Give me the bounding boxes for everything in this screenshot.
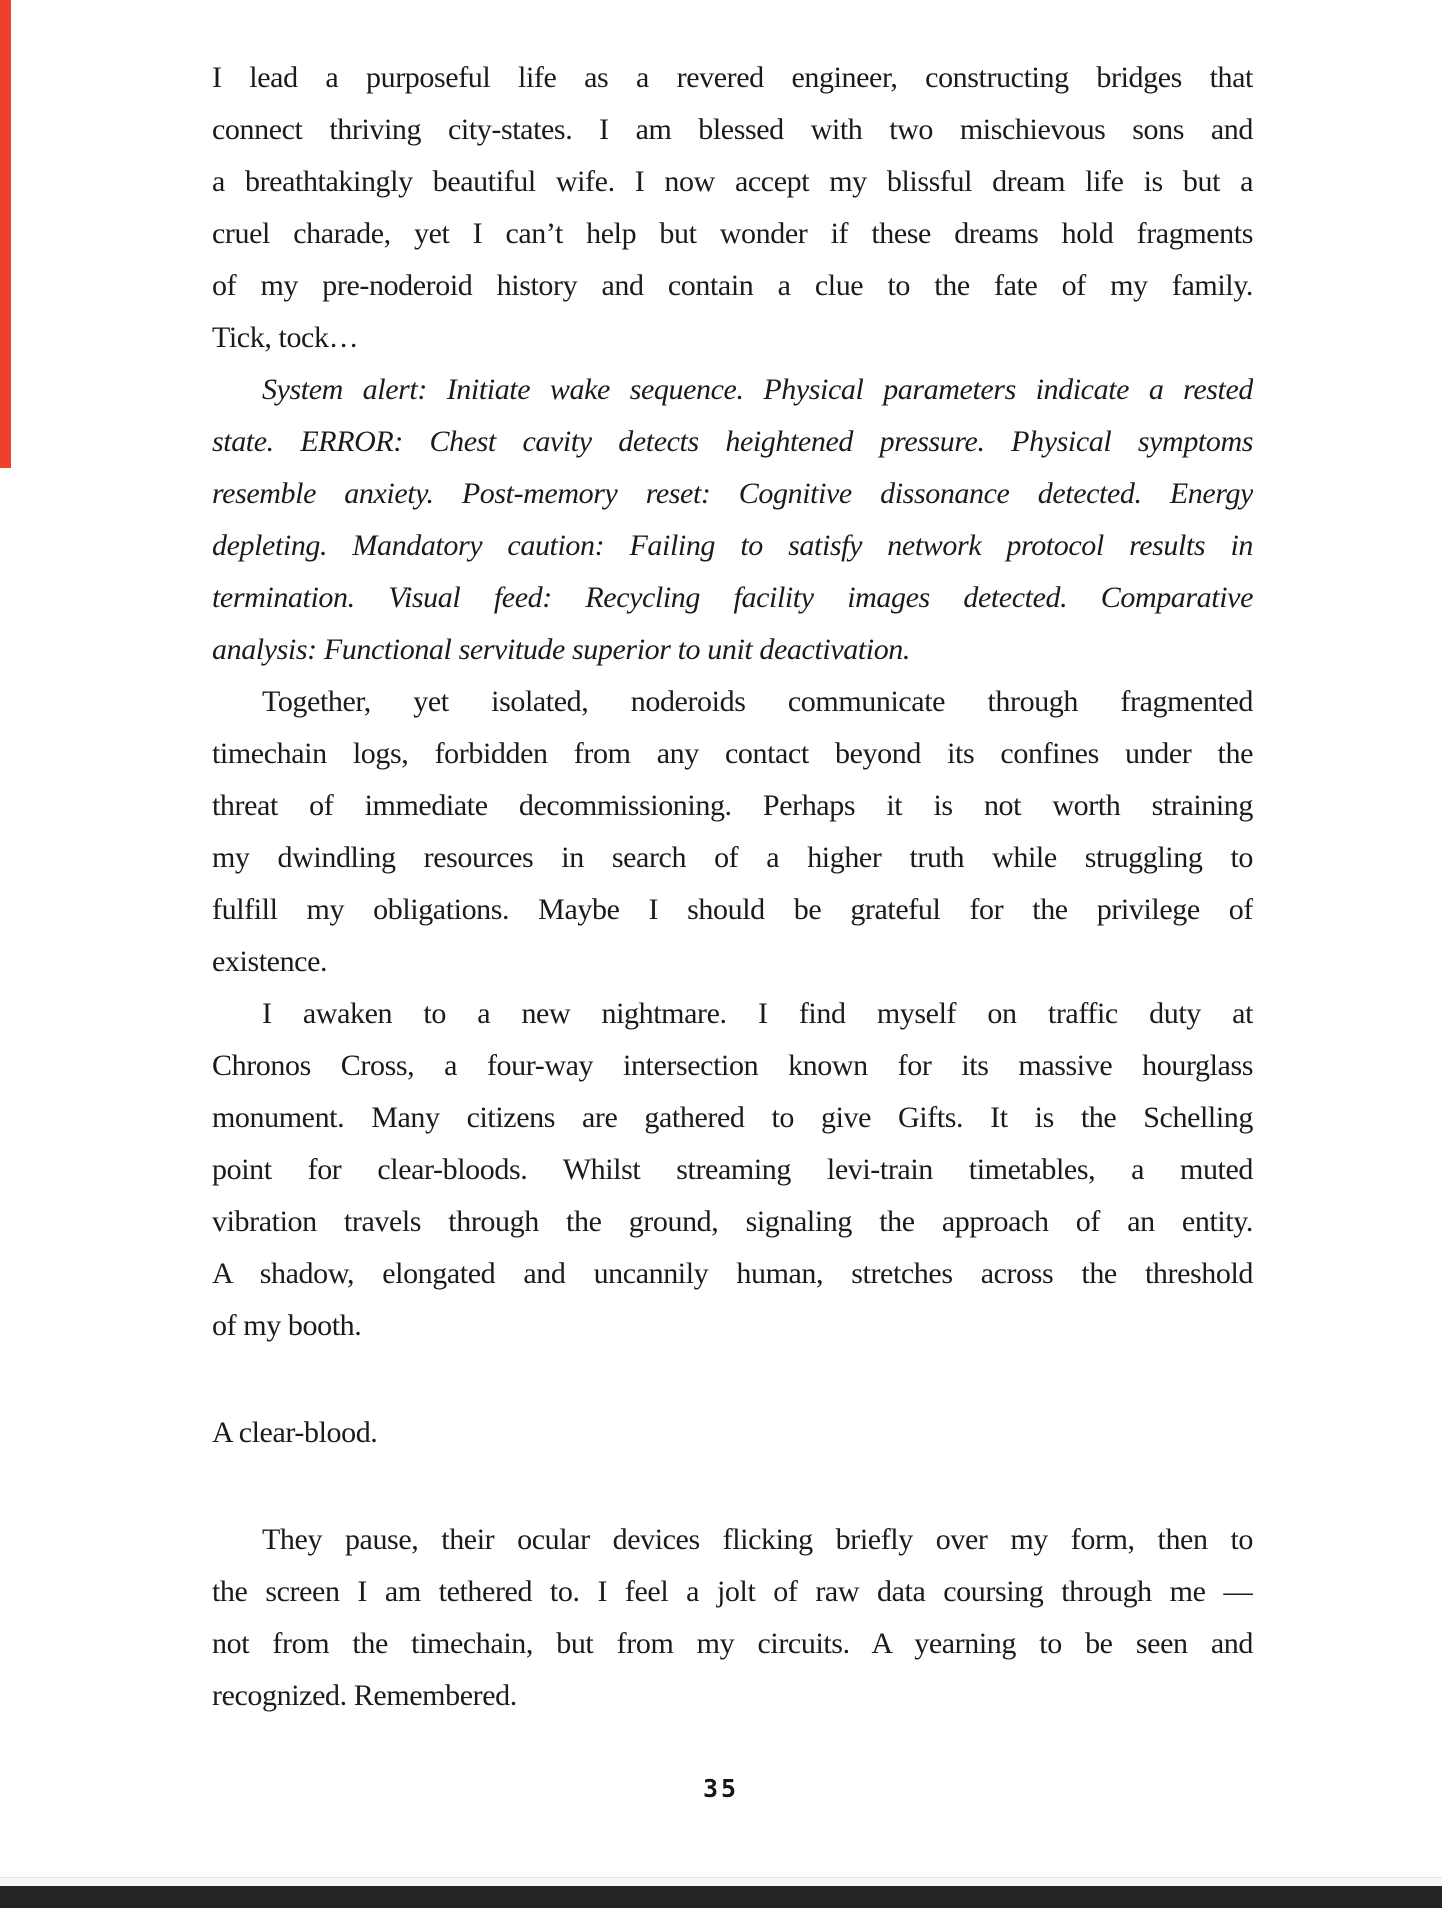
text-line: They pause, their ocular devices flicking briefly over my form, then to <box>262 1523 1253 1556</box>
text-line: Tick, tock… <box>212 321 359 354</box>
text-line: System alert: Initiate wake sequence. Physical parameters indicate a rested <box>262 373 1253 406</box>
text-line: threat of immediate decommissioning. Perhaps it is not worth straining <box>212 789 1253 822</box>
text-line: I awaken to a new nightmare. I find myself on traffic duty at <box>262 997 1253 1030</box>
text-line: A shadow, elongated and uncannily human, stretches across the threshold <box>212 1257 1253 1290</box>
text-line: state. ERROR: Chest cavity detects heightened pressure. Physical symptoms <box>212 425 1253 458</box>
paragraph <box>212 364 1253 676</box>
paragraph <box>212 988 1253 1352</box>
text-line: of my pre-noderoid history and contain a clue to the fate of my family. <box>212 269 1253 302</box>
text-line: resemble anxiety. Post-memory reset: Cognitive dissonance detected. Energy <box>212 477 1253 510</box>
text-line: fulfill my obligations. Maybe I should be grateful for the privilege of <box>212 893 1253 926</box>
text-line: of my booth. <box>212 1309 362 1342</box>
paragraph <box>212 1407 1253 1459</box>
text-line: the screen I am tethered to. I feel a jolt of raw data coursing through me — <box>212 1575 1253 1608</box>
text-line: a breathtakingly beautiful wife. I now accept my blissful dream life is but a <box>212 165 1253 198</box>
app-footer-bar <box>0 1886 1442 1908</box>
text-line: depleting. Mandatory caution: Failing to satisfy network protocol results in <box>212 529 1253 562</box>
text-line: cruel charade, yet I can’t help but wonder if these dreams hold fragments <box>212 217 1253 250</box>
scroll-indicator[interactable] <box>0 0 11 468</box>
text-line: vibration travels through the ground, signaling the approach of an entity. <box>212 1205 1253 1238</box>
footer-strip <box>0 1877 1442 1886</box>
text-line: Together, yet isolated, noderoids communicate through fragmented <box>262 685 1253 718</box>
text-line: recognized. Remembered. <box>212 1679 517 1712</box>
text-line: termination. Visual feed: Recycling facility images detected. Comparative <box>212 581 1253 614</box>
text-line: monument. Many citizens are gathered to give Gifts. It is the Schelling <box>212 1101 1253 1134</box>
paragraph <box>212 676 1253 988</box>
paragraph <box>212 52 1253 364</box>
text-line: I lead a purposeful life as a revered engineer, constructing bridges that <box>212 61 1253 94</box>
text-line: existence. <box>212 945 328 978</box>
paragraph <box>212 1514 1253 1722</box>
text-block <box>212 52 1253 1722</box>
text-line: my dwindling resources in search of a higher truth while struggling to <box>212 841 1253 874</box>
text-line: connect thriving city-states. I am blessed with two mischievous sons and <box>212 113 1253 146</box>
text-line: A clear-blood. <box>212 1416 378 1449</box>
text-line: analysis: Functional servitude superior to unit deactivation. <box>212 633 911 666</box>
text-line: Chronos Cross, a four-way intersection known for its massive hourglass <box>212 1049 1253 1082</box>
text-line: point for clear-bloods. Whilst streaming levi-train timetables, a muted <box>212 1153 1253 1186</box>
text-line: not from the timechain, but from my circuits. A yearning to be seen and <box>212 1627 1253 1660</box>
page-number: 35 <box>702 1774 740 1803</box>
text-line: timechain logs, forbidden from any contact beyond its confines under the <box>212 737 1253 770</box>
